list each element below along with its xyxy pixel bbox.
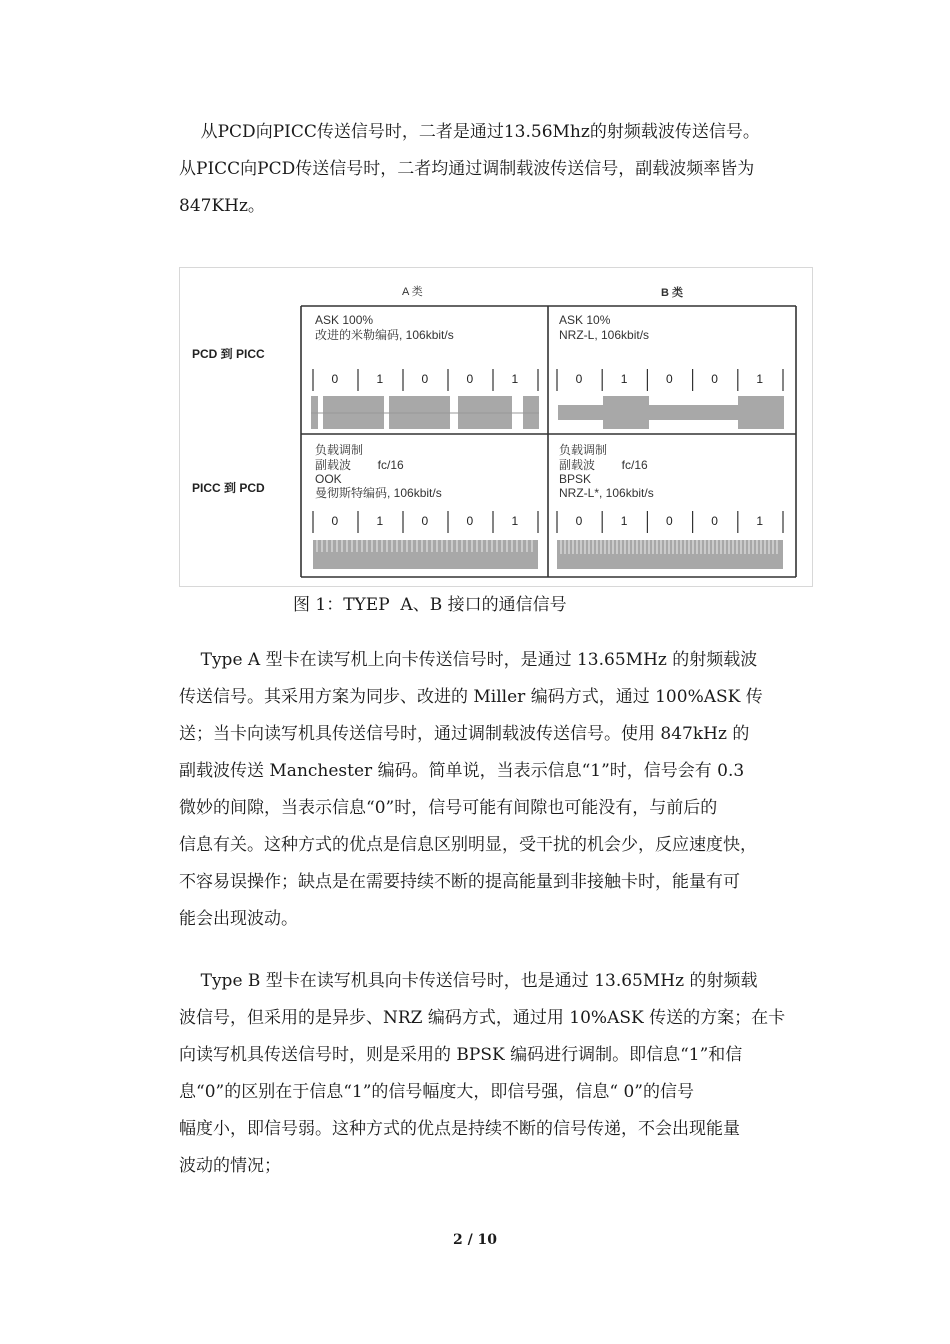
- text-line: 息“0”的区别在于信息“1”的信号幅度大，即信号强，信息“ 0”的信号: [179, 1082, 694, 1102]
- b2-text-line: BPSK: [559, 472, 592, 486]
- page-number: 2 / 10: [452, 1232, 498, 1248]
- text-line: 能会出现波动。: [179, 909, 298, 929]
- b2-text-line: 副载波 fc/16: [559, 458, 648, 472]
- text-line: 波动的情况；: [179, 1156, 281, 1176]
- text-line: Type A 型卡在读写机上向卡传送信号时，是通过 13.65MHz 的射频载波: [179, 650, 758, 670]
- intro-paragraph: [179, 114, 811, 225]
- a2-text-line: 副载波 fc/16: [315, 458, 404, 472]
- bit-label: 0: [575, 372, 583, 386]
- text-line: 幅度小，即信号弱。这种方式的优点是持续不断的信号传递，不会出现能量: [179, 1119, 740, 1139]
- b2-text-line: NRZ-L*, 106kbit/s: [559, 486, 654, 500]
- b1-text-line: ASK 10%: [559, 313, 611, 327]
- bit-label: 0: [666, 372, 673, 386]
- bit-label: 1: [620, 372, 628, 386]
- bit-label: 0: [711, 514, 718, 528]
- text-line: 微妙的间隙，当表示信息“0”时，信号可能有间隙也可能没有，与前后的: [179, 798, 718, 818]
- type-a-paragraph: [179, 642, 811, 938]
- text-line: 不容易误操作；缺点是在需要持续不断的提高能量到非接触卡时，能量有可: [179, 872, 740, 892]
- signal-diagram-svg: [180, 268, 812, 586]
- text-line: 向读写机具传送信号时，则是采用的 BPSK 编码进行调制。即信息“1”和信: [179, 1045, 743, 1065]
- row1-label: PCD 到 PICC: [192, 347, 265, 361]
- col-b-header: B 类: [661, 287, 683, 299]
- b2-text-line: 负载调制: [559, 443, 608, 457]
- type-b-paragraph: [179, 963, 811, 1185]
- bit-label: 0: [666, 514, 673, 528]
- a2-text-line: 负载调制: [315, 443, 364, 457]
- row2-label: PICC 到 PCD: [192, 481, 265, 495]
- text-line: 波信号，但采用的是异步、NRZ 编码方式，通过用 10%ASK 传送的方案；在卡: [179, 1008, 786, 1028]
- text-line: Type B 型卡在读写机具向卡传送信号时，也是通过 13.65MHz 的射频载: [179, 971, 758, 991]
- bit-label: 0: [331, 514, 339, 528]
- wave-low-level: [558, 405, 603, 420]
- wave-high-level: [738, 396, 784, 429]
- wave-high-level: [603, 396, 649, 429]
- bit-label: 1: [376, 372, 384, 386]
- bit-label: 0: [421, 372, 429, 386]
- bit-label: 0: [421, 514, 429, 528]
- figure-signal-diagram: [179, 267, 813, 587]
- text-line: 送；当卡向读写机具传送信号时，通过调制载波传送信号。使用 847kHz 的: [179, 724, 750, 744]
- bit-label: 1: [620, 514, 628, 528]
- bit-label: 1: [756, 514, 764, 528]
- a2-text-line: 曼彻斯特编码, 106kbit/s: [315, 486, 442, 500]
- bit-label: 0: [466, 372, 474, 386]
- a1-text-line: 改进的米勒编码, 106kbit/s: [315, 328, 454, 342]
- bit-label: 1: [511, 514, 519, 528]
- bit-label: 0: [575, 514, 583, 528]
- bit-label: 1: [511, 372, 519, 386]
- text-line: 传送信号。其采用方案为同步、改进的 Miller 编码方式，通过 100%ASK 传: [179, 687, 763, 707]
- text-line: 副载波传送 Manchester 编码。简单说，当表示信息“1”时，信号会有 0.3: [179, 761, 745, 781]
- text-line: 从PICC向PCD传送信号时，二者均通过调制载波传送信号，副载波频率皆为: [179, 159, 755, 179]
- text-line: 从PCD向PICC传送信号时，二者是通过13.56Mhz的射频载波传送信号。: [179, 122, 760, 142]
- wave-low-level: [649, 405, 738, 420]
- bit-label: 1: [756, 372, 764, 386]
- text-line: 信息有关。这种方式的优点是信息区别明显，受干扰的机会少，反应速度快，: [179, 835, 757, 855]
- figure-caption: 图 1：TYEP A、B 接口的通信信号: [293, 595, 567, 615]
- a1-text-line: ASK 100%: [315, 313, 374, 327]
- col-a-header: A 类: [402, 286, 423, 298]
- a2-text-line: OOK: [315, 472, 342, 486]
- table-grid: [301, 306, 796, 577]
- bit-label: 0: [711, 372, 718, 386]
- bit-label: 1: [376, 514, 384, 528]
- b1-text-line: NRZ-L, 106kbit/s: [559, 328, 650, 342]
- bit-label: 0: [466, 514, 474, 528]
- text-line: 847KHz。: [179, 196, 265, 216]
- bit-label: 0: [331, 372, 339, 386]
